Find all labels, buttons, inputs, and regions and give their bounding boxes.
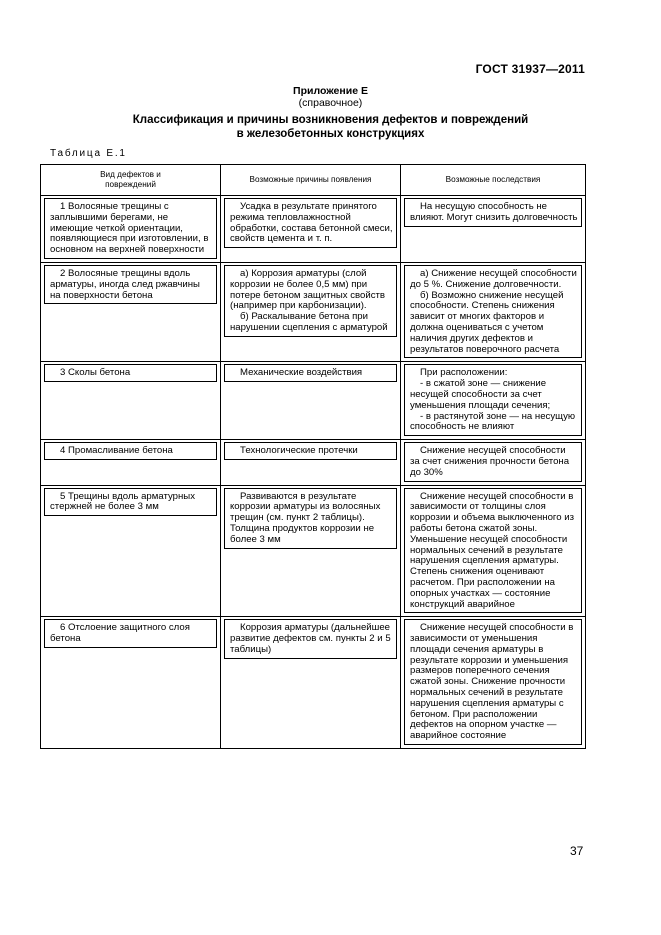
effect-text: а) Снижение несущей способности до 5 %. Снижение долговечности. [410,267,577,290]
defects-table [40,164,586,749]
defect-type-box [44,442,217,460]
defect-type-text: 3 Сколы бетона [60,367,131,379]
cause-box [224,442,397,460]
table-row [41,440,586,485]
effect-text: б) Возможно снижение несущей способности. Степень снижения зависит от многих факторов и должна оцениваться с учетом наличия других дефектов и результатов поверочного расчета [410,289,564,355]
defect-type-text: 2 Волосяные трещины вдоль арматуры, иногда след ржавчины на поверхности бетона [50,267,200,301]
column-header-causes: Возможные причины появления [221,165,401,196]
defect-type-text: 6 Отслоение защитного слоя бетона [50,622,190,645]
cause-cell [221,440,401,485]
defect-type-cell [41,617,221,749]
cause-text: Технологические протечки [240,445,358,457]
effect-text: Снижение несущей способности в зависимости от уменьшения площади сечения арматуры в результате коррозии и уменьшения размеров поперечного сечения сжатой зоны. Снижение прочности нормальных сечений в результате нарушения сцепления арматуры с бетоном. При расположении дефектов на опорном участке — аварийное состояние [410,622,574,742]
effect-box [404,442,582,481]
effect-cell [401,196,586,263]
effect-cell [401,440,586,485]
effect-text: При расположении: [420,367,508,379]
cause-text: Развиваются в результате коррозии арматуры из волосяных трещин (см. пункт 2 таблицы). Толщина продуктов коррозии не более 3 мм [230,490,381,545]
cause-box [224,488,397,549]
effect-text: Снижение несущей способности в зависимости от толщины слоя коррозии и объема выключенного из работы бетона сжатой зоны. Уменьшение несущей способности нормальных сечений в результате нарушения сцепления арматуры. Степень снижения оценивают расчетом. При расположении на опорных участках — состояние конструкций аварийное [410,490,574,610]
defect-type-text: 1 Волосяные трещины с заплывшими берегами, не имеющие четкой ориентации, появляющиеся при изготовлении, в основном на верхней поверхности [50,201,209,256]
effect-cell [401,485,586,617]
defect-type-box [44,619,217,648]
defect-type-text: 4 Промасливание бетона [60,445,173,457]
cause-box [224,265,397,337]
cause-text: б) Раскалывание бетона при нарушении сцепления с арматурой [230,311,388,333]
appendix-heading [0,85,661,141]
cause-box [224,198,397,248]
effect-text: - в растянутой зоне — на несущую способность не влияют [410,410,576,433]
effect-box [404,619,582,745]
effect-cell [401,362,586,440]
effect-box [404,198,582,227]
effect-box [404,488,582,614]
effect-text: На несущую способность не влияют. Могут снизить долговечность [410,201,578,223]
appendix-title: Приложение Е [293,85,368,97]
effect-cell [401,262,586,361]
table-row [41,262,586,361]
table-header-row [41,165,586,196]
defect-type-box [44,198,217,259]
cause-cell [221,485,401,617]
column-header-type: Вид дефектов и повреждений [41,165,221,196]
defect-type-text: 5 Трещины вдоль арматурных стержней не более 3 мм [50,490,195,513]
defect-type-cell [41,262,221,361]
cause-box [224,364,397,382]
cause-cell [221,617,401,749]
cause-box [224,619,397,658]
defect-type-cell [41,362,221,440]
defect-type-cell [41,485,221,617]
effect-text: Снижение несущей способности за счет снижения прочности бетона до 30% [410,445,570,478]
cause-text: Механические воздействия [240,367,363,379]
defect-type-cell [41,196,221,263]
standard-number: ГОСТ 31937—2011 [475,62,585,76]
defect-type-box [44,265,217,304]
defect-type-cell [41,440,221,485]
effect-box [404,265,582,358]
effect-cell [401,617,586,749]
table-row [41,617,586,749]
defect-type-box [44,364,217,382]
table-row [41,362,586,440]
cause-cell [221,262,401,361]
column-header-effects: Возможные последствия [401,165,586,196]
table-row [41,196,586,263]
appendix-heading-line1: Классификация и причины возникновения дефектов и повреждений [132,114,529,126]
effect-box [404,364,582,436]
cause-text: Коррозия арматуры (дальнейшее развитие дефектов см. пункты 2 и 5 таблицы) [230,622,391,655]
table-label: Таблица Е.1 [50,148,127,159]
cause-text: а) Коррозия арматуры (слой коррозии не более 0,5 мм) при потере бетоном защитных свойств (например при карбонизации). [230,267,386,312]
page-number: 37 [570,844,584,858]
cause-cell [221,362,401,440]
table-row [41,485,586,617]
cause-cell [221,196,401,263]
effect-text: - в сжатой зоне — снижение несущей способности за счет уменьшения площади сечения; [410,378,551,411]
appendix-heading-line2: в железобетонных конструкциях [236,127,425,140]
defect-type-box [44,488,217,517]
table-body [41,196,586,749]
appendix-note: (справочное) [298,97,363,109]
cause-text: Усадка в результате принятого режима тепловлажностной обработки, состава бетонной смеси, свойств цемента и т. п. [230,201,393,245]
